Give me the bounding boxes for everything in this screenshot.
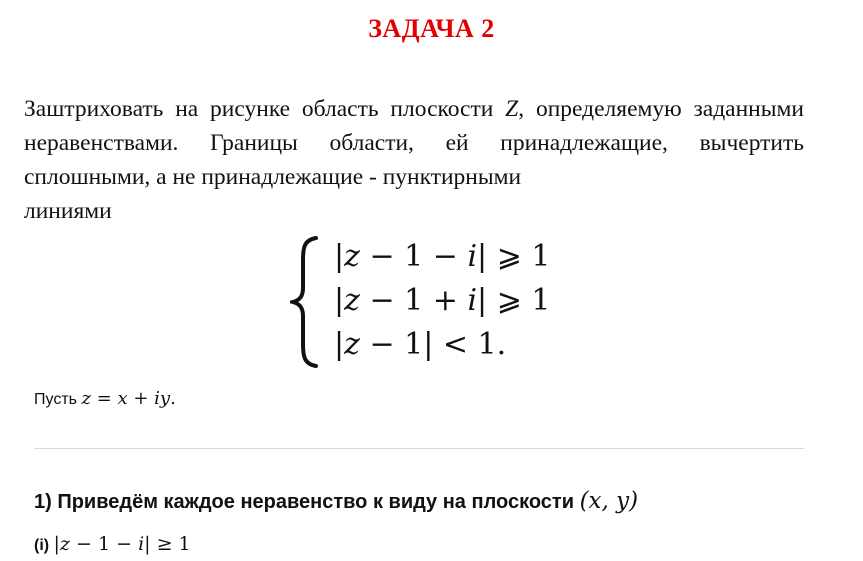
problem-text-2: , определяемую заданными неравенствами. Границы области, ей принадлежащие, вычертить сплошными, а не принадлежащие - пунктирными	[24, 96, 804, 190]
inequality-system	[290, 236, 590, 368]
inequality-3: |z − 1| < 1.	[334, 327, 507, 362]
left-brace-icon	[290, 236, 322, 368]
section-divider	[34, 448, 804, 449]
inequality-1: |z − 1 − i| ⩾ 1	[334, 239, 551, 274]
page-title: ЗАДАЧА 2	[368, 14, 495, 43]
problem-statement	[24, 92, 804, 228]
problem-last-line: линиями	[24, 198, 112, 224]
problem-text-1: Заштриховать на рисунке область плоскости	[24, 96, 506, 122]
subsection-heading: (i) |z − 1 − i| ≥ 1	[34, 533, 191, 555]
substitution-line: Пусть z = x + iy.	[34, 388, 176, 409]
problem-variable: Z	[505, 96, 519, 122]
section-heading: 1) Приведём каждое неравенство к виду на плоскости (x, y)	[34, 488, 639, 514]
inequality-2: |z − 1 + i| ⩾ 1	[334, 283, 551, 318]
